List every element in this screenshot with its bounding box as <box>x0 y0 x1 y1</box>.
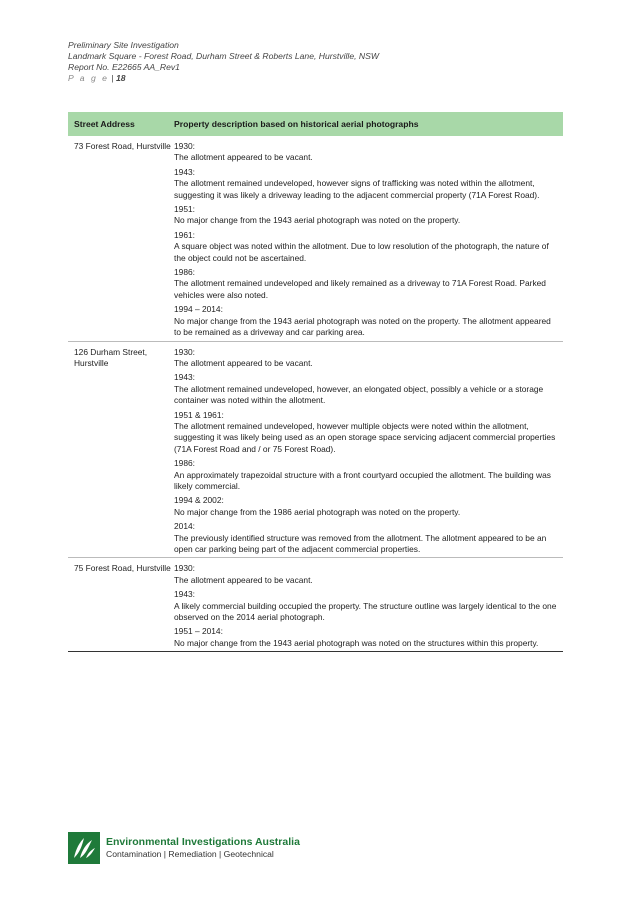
entry-text: The allotment remained undeveloped and likely remained as a driveway to 71A Forest Road. Parked vehicles were also noted. <box>174 278 546 300</box>
footer <box>68 832 300 864</box>
description-entry <box>174 204 559 227</box>
entry-year: 2014: <box>174 521 195 532</box>
description-entry <box>174 589 559 623</box>
property-description <box>174 347 563 556</box>
header-report-no: Report No. E22665 AA_Rev1 <box>68 62 180 72</box>
street-address: 73 Forest Road, Hurstville <box>74 141 171 151</box>
description-entry <box>174 230 559 264</box>
entry-year: 1994 & 2002: <box>174 495 224 506</box>
table-body <box>68 136 563 651</box>
entry-year: 1943: <box>174 589 195 600</box>
table-row <box>68 136 563 342</box>
description-entry <box>174 521 559 555</box>
column-header-description: Property description based on historical aerial photographs <box>174 119 419 129</box>
entry-text: The allotment remained undeveloped, however, an elongated object, possibly a vehicle or a storage container was noted within the allotment. <box>174 383 544 406</box>
property-description <box>174 563 563 649</box>
entry-text: No major change from the 1986 aerial photograph was noted on the property. <box>174 506 461 517</box>
description-entry <box>174 167 559 201</box>
table-row <box>68 342 563 559</box>
description-entry <box>174 372 559 406</box>
table-row <box>68 558 563 651</box>
entry-text: An approximately trapezoidal structure with a front courtyard occupied the allotment. The building was likely commercial. <box>174 469 551 491</box>
street-address: 75 Forest Road, Hurstville <box>74 563 171 574</box>
document-header <box>68 40 379 84</box>
entry-text: A square object was noted within the allotment. Due to low resolution of the photograph, the nature of the object could not be ascertained. <box>174 241 549 263</box>
entry-year: 1943: <box>174 372 195 383</box>
entry-year: 1930: <box>174 141 195 151</box>
entry-text: The allotment appeared to be vacant. <box>174 574 313 585</box>
entry-year: 1994 – 2014: <box>174 304 223 315</box>
entry-text: No major change from the 1943 aerial photograph was noted on the property. <box>174 215 461 226</box>
entry-year: 1986: <box>174 267 195 278</box>
entry-text: The allotment remained undeveloped, however signs of trafficking was noted within the allotment, suggesting it was likely a driveway leading to the adjacent commercial property (71A Forest Road). <box>174 178 540 200</box>
description-entry <box>174 495 559 518</box>
column-header-address: Street Address <box>74 119 135 129</box>
description-entry <box>174 267 559 301</box>
street-address: 126 Durham Street, Hurstville <box>74 346 148 368</box>
entry-text: The allotment remained undeveloped, however multiple objects were noted within the allotment, suggesting it was likely being used as an open storage space servicing adjacent commercial properties (71A Forest Road and / or 75 Forest Road). <box>174 420 556 454</box>
entry-year: 1930: <box>174 346 195 357</box>
entry-text: The allotment appeared to be vacant. <box>174 357 313 368</box>
entry-year: 1961: <box>174 229 195 240</box>
entry-text: A likely commercial building occupied the property. The structure outline was largely identical to the one observed on the 2014 aerial photograph. <box>174 600 557 623</box>
page-label: P a g e <box>68 73 109 83</box>
header-title: Preliminary Site Investigation <box>68 40 179 50</box>
description-entry <box>174 347 559 370</box>
entry-year: 1943: <box>174 166 195 177</box>
description-entry <box>174 626 559 649</box>
leaf-logo-icon <box>68 832 100 864</box>
entry-text: The previously identified structure was removed from the allotment. The allotment appeared to be an open car parking being part of the adjacent commercial properties. <box>174 532 547 554</box>
description-entry <box>174 563 559 586</box>
page-number: 18 <box>115 73 126 83</box>
company-services: Contamination | Remediation | Geotechnical <box>106 849 274 859</box>
property-description <box>174 141 563 339</box>
entry-text: The allotment appeared to be vacant. <box>174 152 313 163</box>
table-header-row <box>68 112 563 136</box>
description-entry <box>174 304 559 338</box>
header-project: Landmark Square - Forest Road, Durham Street & Roberts Lane, Hurstville, NSW <box>68 51 379 61</box>
description-entry <box>174 410 559 456</box>
entry-year: 1951 – 2014: <box>174 626 223 637</box>
description-entry <box>174 458 559 492</box>
entry-year: 1951 & 1961: <box>174 409 224 420</box>
entry-year: 1930: <box>174 563 195 574</box>
entry-year: 1986: <box>174 458 195 469</box>
entry-text: No major change from the 1943 aerial photograph was noted on the structures within this property. <box>174 637 539 648</box>
aerial-photo-table <box>68 112 563 652</box>
entry-text: No major change from the 1943 aerial photograph was noted on the property. The allotment appeared to be remained as a driveway and car parking area. <box>174 315 551 338</box>
page-indicator: P a g e | 18 <box>68 73 126 83</box>
description-entry <box>174 141 559 164</box>
company-name: Environmental Investigations Australia <box>106 836 300 848</box>
entry-year: 1951: <box>174 204 195 215</box>
